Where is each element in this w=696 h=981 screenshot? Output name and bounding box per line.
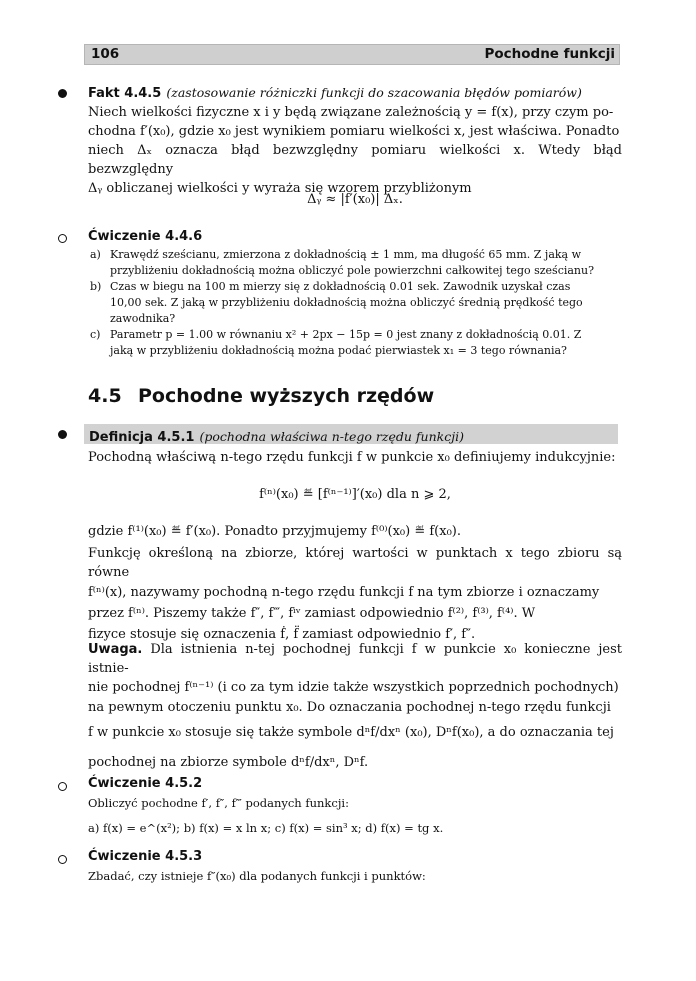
section-number: 4.5 [88,385,122,407]
page-header [84,44,620,65]
text-line: Funkcję określoną na zbiorze, której wartości w punktach x tego zbioru są równe [88,546,622,580]
page-number: 106 [91,46,120,62]
exercise-446-title: Ćwiczenie 4.4.6 [88,229,203,244]
text-line: przez f⁽ⁿ⁾. Piszemy także f″, f‴, fⁱᵛ zamiast odpowiednio f⁽²⁾, f⁽³⁾, f⁽⁴⁾. W [88,606,536,621]
section-title: Pochodne wyższych rzędów [138,385,435,407]
text-line: 10,00 sek. Z jaką w przybliżeniu dokładnością można obliczyć średnią prędkość tego [110,296,583,309]
circle-icon [58,782,67,791]
bullet-icon [58,89,67,98]
remark-label: Uwaga. [88,642,143,657]
item-label: a) [90,248,101,261]
definition-intro [88,448,622,467]
fact-formula: Δᵧ ≈ |f′(x₀)| Δₓ. [307,192,403,207]
item-label: b) [90,280,102,293]
exercise-item [88,279,622,327]
chapter-title: Pochodne funkcji [484,46,615,62]
text-line: niech Δₓ oznacza błąd bezwzględny pomiaru wielkości x. Wtedy błąd bezwzględny [88,143,622,177]
exercise-452-body [88,795,622,836]
text-line: Pochodną właściwą n-tego rzędu funkcji f w punkcie x₀ definiujemy indukcyjnie: [88,450,616,465]
remark-block [88,640,622,776]
text-line: chodna f′(x₀), gdzie x₀ jest wynikiem pomiaru wielkości x, jest właściwa. Ponadto [88,124,620,139]
text-line: Zbadać, czy istnieje f″(x₀) dla podanych funkcji i punktów: [88,869,426,883]
text-line: Czas w biegu na 100 m mierzy się z dokładnością 0.01 sek. Zawodnik uzyskał czas [110,280,571,293]
text-line: f w punkcie x₀ stosuje się także symbole dⁿf/dxⁿ (x₀), Dⁿf(x₀), a do oznaczania tej [88,725,614,740]
text-line: Δᵧ obliczanej wielkości y wyraża się wzorem przybliżonym [88,181,472,196]
definition-body [88,522,622,645]
remark-line-text: Dla istnienia n-tej pochodnej funkcji f w punkcie x₀ konieczne jest istnie- [88,642,622,676]
definition-heading-bar [84,424,618,444]
text-line: fizyce stosuje się oznaczenia ḟ, f̈ zamiast odpowiednio f′, f″. [88,627,476,642]
definition-title: Definicja 4.5.1 [89,430,195,445]
text-line: zawodnika? [110,312,176,325]
text-line: pochodnej na zbiorze symbole dⁿf/dxⁿ, Dⁿf. [88,755,369,770]
bullet-icon [58,430,67,439]
fact-subtitle: (zastosowanie różniczki funkcji do szacowania błędów pomiarów) [166,85,582,100]
fact-title: Fakt 4.4.5 [88,86,162,101]
text-line: Niech wielkości fizyczne x i y będą związane zależnością y = f(x), przy czym po- [88,105,614,120]
item-label: c) [90,328,101,341]
exercise-453-body [88,868,622,884]
text-line: na pewnym otoczeniu punktu x₀. Do oznaczania pochodnej n-tego rzędu funkcji [88,700,611,715]
section-heading [88,385,622,407]
fact-heading [88,82,622,101]
exercise-452-title: Ćwiczenie 4.5.2 [88,776,203,791]
text-line: Parametr p = 1.00 w równaniu x² + 2px − 15p = 0 jest znany z dokładnością 0.01. Z [110,328,582,341]
text-line [88,640,622,678]
definition-subtitle: (pochodna właściwa n-tego rzędu funkcji) [199,429,464,444]
exercise-item [88,327,622,359]
exercise-items: a) f(x) = e^(x²); b) f(x) = x ln x; c) f(x) = sin³ x; d) f(x) = tg x. [88,821,444,835]
circle-icon [58,855,67,864]
exercise-453-title: Ćwiczenie 4.5.3 [88,849,203,864]
circle-icon [58,234,67,243]
text-line: f⁽ⁿ⁾(x), nazywamy pochodną n-tego rzędu funkcji f na tym zbiorze i oznaczamy [88,585,600,600]
text-line: nie pochodnej f⁽ⁿ⁻¹⁾ (i co za tym idzie także wszystkich poprzednich pochodnych) [88,680,619,695]
text-line: Krawędź sześcianu, zmierzona z dokładnością ± 1 mm, ma długość 65 mm. Z jaką w [110,248,582,261]
text-line: jaką w przybliżeniu dokładnością można podać pierwiastek x₁ = 3 tego równania? [110,344,567,357]
exercise-446-list [88,247,622,359]
fact-body [88,103,622,198]
text-line: Obliczyć pochodne f′, f″, f‴ podanych funkcji: [88,796,349,810]
exercise-item [88,247,622,279]
definition-formula: f⁽ⁿ⁾(x₀) ≝ [f⁽ⁿ⁻¹⁾]′(x₀) dla n ⩾ 2, [259,487,451,502]
text-line: gdzie f⁽¹⁾(x₀) ≝ f′(x₀). Ponadto przyjmujemy f⁽⁰⁾(x₀) ≝ f(x₀). [88,524,461,539]
text-line: przybliżeniu dokładnością można obliczyć pole powierzchni całkowitej tego sześcianu? [110,264,594,277]
